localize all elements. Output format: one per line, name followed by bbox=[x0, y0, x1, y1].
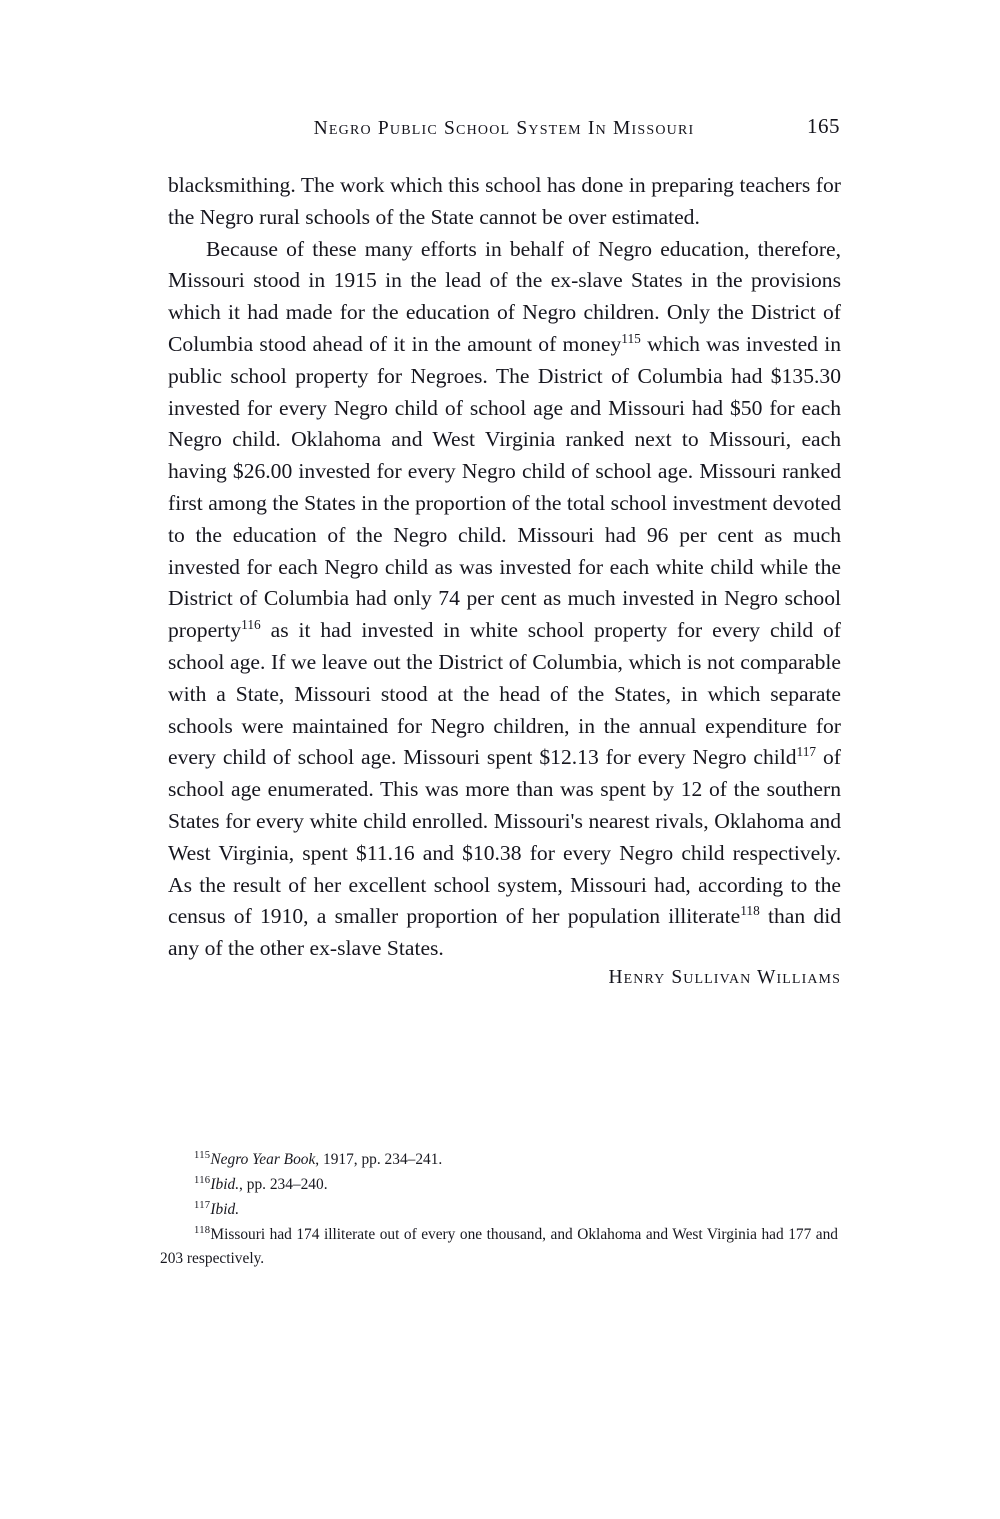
footnote-ref-116: 116 bbox=[241, 616, 261, 632]
footnote-number: 116 bbox=[194, 1174, 211, 1186]
author-byline: Henry Sullivan Williams bbox=[608, 966, 841, 988]
footnote-rest: , 1917, pp. 234–241. bbox=[315, 1151, 443, 1168]
footnote-item bbox=[160, 1223, 838, 1270]
paragraph-2-part2: which was invested in public school property for Negroes. The District of Columbia had $135.30 invested for every Negro child of school age and Missouri had $50 for each Negro child. Oklahoma and West Virginia ranked next to Missouri, each having $26.00 invested for every Negro child of school age. Missouri ranked first among the States in the proportion of the total school investment devoted to the education of the Negro child. Missouri had 96 per cent as much invested for each Negro child as was invested for each white child while the District of Columbia had only 74 per cent as much invested in Negro school property bbox=[168, 331, 841, 643]
footnote-item bbox=[160, 1173, 850, 1197]
paragraph-2-part4: of school age enumerated. This was more than was spent by 12 of the southern States for every white child enrolled. Missouri's nearest rivals, Oklahoma and West Virginia, spent $11.16 and $10.38 for every Negro child respectively. As the result of her excellent school system, Missouri had, according to the census of 1910, a smaller proportion of her population illiterate bbox=[168, 745, 841, 929]
footnote-ref-115: 115 bbox=[621, 330, 641, 346]
footnote-italic-title: Negro Year Book bbox=[210, 1151, 316, 1168]
page-number: 165 bbox=[807, 114, 840, 138]
running-head-title: Negro Public School System In Missouri bbox=[313, 118, 695, 139]
footnotes-section bbox=[160, 1148, 850, 1272]
paragraph-continuation bbox=[168, 170, 841, 234]
paragraph-2-part3: as it had invested in white school property for every child of school age. If we leave out the District of Columbia, which is not comparable with a State, Missouri stood at the head of the States, in which separate schools were maintained for Negro children, in the annual expenditure for every child of school age. Missouri spent $12.13 for every Negro child bbox=[168, 618, 841, 770]
footnote-item bbox=[160, 1148, 850, 1172]
running-head bbox=[168, 118, 840, 140]
footnote-italic-title: Ibid. bbox=[210, 1176, 240, 1193]
body-text bbox=[168, 170, 841, 989]
footnote-number: 118 bbox=[194, 1224, 211, 1236]
footnote-number: 115 bbox=[194, 1149, 211, 1161]
paragraph-main bbox=[168, 234, 841, 965]
footnote-number: 117 bbox=[194, 1199, 211, 1211]
footnote-ref-118: 118 bbox=[740, 903, 760, 919]
paragraph-2-part5: than did any of the other ex-slave States. bbox=[168, 904, 841, 961]
paragraph-2-part1: Because of these many efforts in behalf of Negro education, therefore, Missouri stood in 1915 in the lead of the ex-slave States in the provisions which it had made for the education of Negro children. Only the District of Columbia stood ahead of it in the amount of money bbox=[168, 236, 841, 356]
footnote-ref-117: 117 bbox=[796, 744, 817, 760]
paragraph-1-text: blacksmithing. The work which this school has done in preparing teachers for the Negro rural schools of the State cannot be over estimated. bbox=[168, 173, 841, 229]
footnote-rest: Missouri had 174 illiterate out of every one thousand, and Oklahoma and West Virginia had 177 and 203 respectively. bbox=[160, 1226, 838, 1267]
footnote-item bbox=[160, 1198, 850, 1222]
footnote-italic-title: Ibid. bbox=[210, 1201, 240, 1218]
footnote-rest: , pp. 234–240. bbox=[239, 1176, 328, 1193]
